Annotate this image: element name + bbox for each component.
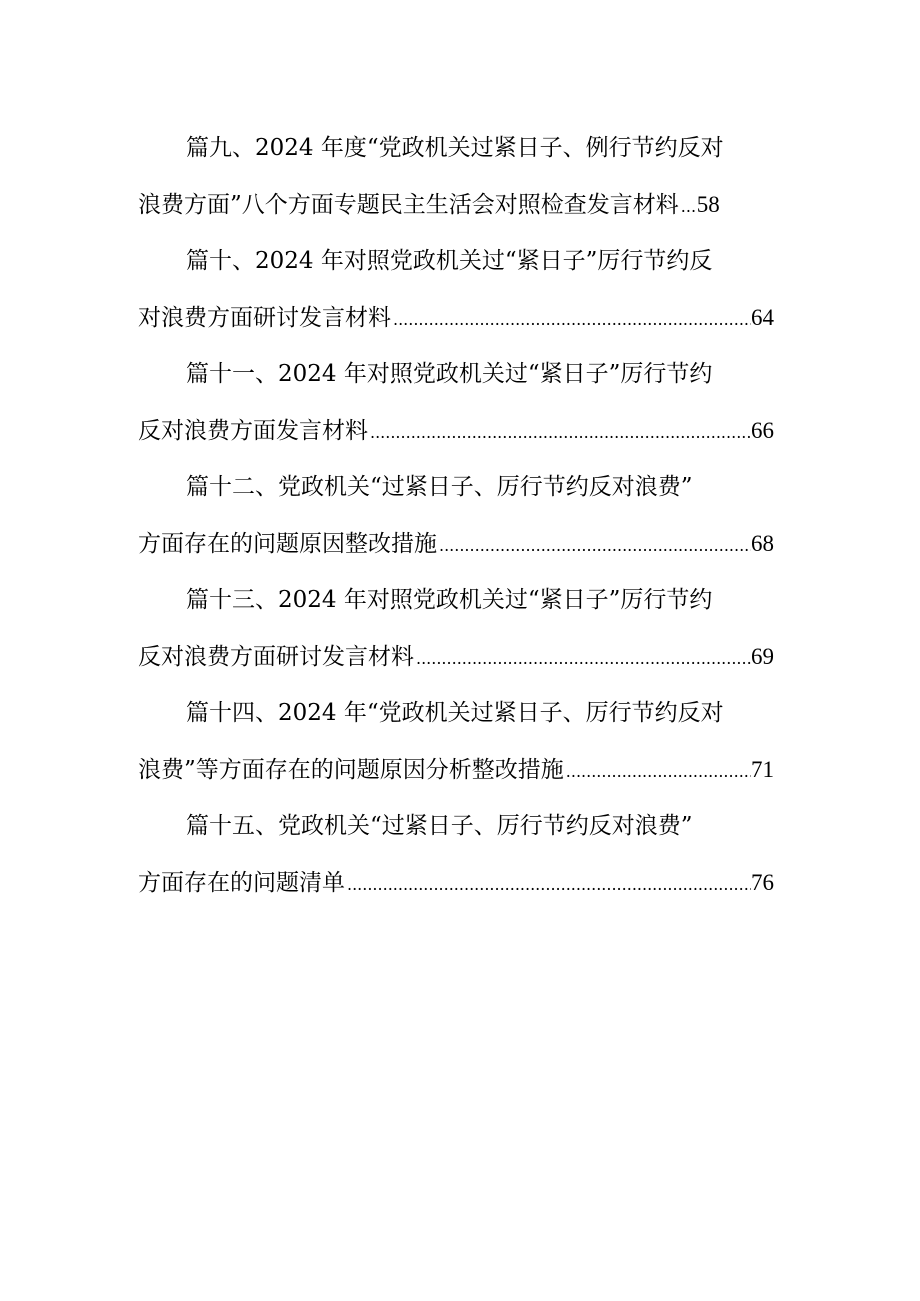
toc-entry-title-line1: 篇十、2024 年对照党政机关过“紧日子”厉行节约反 [186,248,713,274]
toc-entry-title-text: 浪费方面”八个方面专题民主生活会对照检查发言材料 [138,191,679,218]
toc-entry-title-text: 反对浪费方面研讨发言材料 [138,643,414,670]
toc-dot-leader [345,865,751,905]
toc-entry-15[interactable] [138,806,774,919]
toc-entry-title-text: 对浪费方面研讨发言材料 [138,304,391,331]
toc-entry-12[interactable] [138,467,774,580]
toc-entry-title-text: 方面存在的问题原因整改措施 [138,530,437,557]
toc-page-number: 69 [751,643,774,669]
toc-entry-title-line1: 篇十三、2024 年对照党政机关过“紧日子”厉行节约 [186,587,713,613]
toc-entry-title-line1: 篇十一、2024 年对照党政机关过“紧日子”厉行节约 [186,361,713,387]
table-of-contents [138,128,774,919]
toc-entry-title-text: 浪费”等方面存在的问题原因分析整改措施 [138,756,564,783]
toc-dot-leader [391,300,751,340]
toc-entry-title-line1: 篇十二、党政机关“过紧日子、厉行节约反对浪费” [186,474,693,500]
toc-entry-title-line2 [138,298,774,355]
toc-dot-leader [437,526,751,566]
toc-page-number: 58 [696,191,720,217]
toc-dot-leader [564,752,751,792]
toc-entry-title-line1: 篇九、2024 年度“党政机关过紧日子、例行节约反对 [186,135,724,161]
toc-entry-title-line2 [138,185,774,242]
toc-entry-title-line1: 篇十五、党政机关“过紧日子、厉行节约反对浪费” [186,813,693,839]
toc-page-number: 66 [751,417,774,443]
toc-page-number: 76 [751,869,774,895]
toc-page-number: 64 [751,304,774,330]
toc-entry-title-line2 [138,750,774,807]
toc-entry-title-text: 方面存在的问题清单 [138,869,345,896]
toc-entry-9[interactable] [138,128,774,241]
toc-page-number: 68 [751,530,774,556]
toc-page-number: 71 [751,756,774,782]
toc-entry-10[interactable] [138,241,774,354]
toc-entry-13[interactable] [138,580,774,693]
toc-entry-title-line1: 篇十四、2024 年“党政机关过紧日子、厉行节约反对 [186,700,724,726]
toc-entry-title-line2 [138,637,774,694]
toc-entry-title-line2 [138,411,774,468]
toc-dot-leader [414,639,751,679]
toc-dot-leader [368,413,751,453]
toc-entry-title-line2 [138,863,774,920]
toc-entry-title-text: 反对浪费方面发言材料 [138,417,368,444]
toc-dot-leader [679,187,697,227]
toc-entry-11[interactable] [138,354,774,467]
toc-entry-14[interactable] [138,693,774,806]
toc-entry-title-line2 [138,524,774,581]
